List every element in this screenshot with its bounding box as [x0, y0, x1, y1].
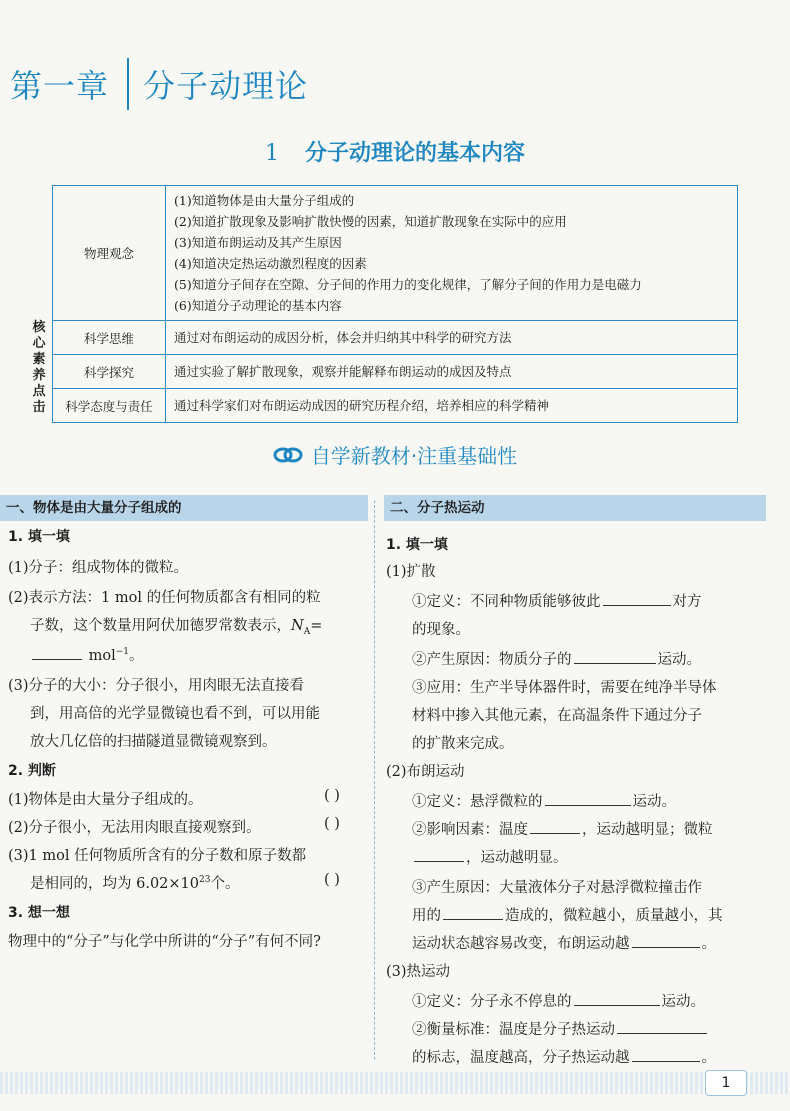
- row-content: [166, 389, 738, 423]
- item-text: [412, 904, 723, 925]
- list-item: 通过对布朗运动的成因分析，体会并归纳其中科学的研究方法: [174, 330, 512, 345]
- list-item: 通过实验了解扩散现象，观察并能解释布朗运动的成因及特点: [174, 364, 512, 379]
- answer-blank[interactable]: [32, 658, 82, 660]
- item-text: [30, 614, 322, 637]
- item-text-part: ②影响因素：温度: [412, 822, 528, 838]
- item-text-part: 。: [701, 1050, 716, 1066]
- list-item: (4)知道决定热运动激烈程度的因素: [174, 256, 367, 271]
- item-text-part: 对方: [672, 594, 702, 610]
- item-text-part: 运动状态越容易改变，布朗运动越: [412, 936, 630, 952]
- judge-item: (2)分子很小，无法用肉眼直接观察到。: [8, 820, 261, 836]
- exponent: 23: [199, 875, 211, 886]
- item-text: [412, 990, 705, 1011]
- chapter-title: 分子动理论: [143, 67, 309, 105]
- answer-blank[interactable]: [414, 860, 464, 862]
- double-ring-logo-icon: [273, 445, 303, 469]
- column-divider: [374, 500, 375, 1060]
- core-label-char: 心: [32, 336, 46, 351]
- list-item: (3)知道布朗运动及其产生原因: [174, 235, 342, 250]
- answer-blank[interactable]: [574, 662, 656, 664]
- item-text: 的扩散来完成。: [412, 736, 514, 752]
- item-text: [412, 790, 676, 811]
- item-text: (3)分子的大小：分子很小，用肉眼无法直接看: [8, 678, 305, 694]
- table-row: [53, 186, 738, 321]
- chapter-divider: [127, 58, 129, 110]
- judge-item: (1)物体是由大量分子组成的。: [8, 792, 203, 808]
- footer-band: [0, 1072, 790, 1094]
- list-item: (5)知道分子间存在空隙、分子间的作用力的变化规律，了解分子间的作用力是电磁力: [174, 277, 642, 292]
- page-number: 1: [705, 1070, 747, 1096]
- item-text-part: 个。: [210, 876, 240, 892]
- answer-paren[interactable]: ( ): [324, 788, 340, 804]
- item-text: [412, 648, 701, 669]
- list-item: 通过科学家们对布朗运动成因的研究历程介绍，培养相应的科学精神: [174, 398, 550, 413]
- item-text-part: 。: [701, 936, 716, 952]
- table-row: [53, 389, 738, 423]
- item-text: (2)表示方法：1 mol 的任何物质都含有相同的粒: [8, 590, 321, 606]
- item-text-part: ②衡量标准：温度是分子热运动: [412, 1022, 615, 1038]
- fill-title: 1. 填一填: [8, 529, 70, 545]
- answer-blank[interactable]: [443, 918, 503, 920]
- core-label-char: 素: [32, 352, 46, 367]
- item-text-part: 是相同的，均为 6.02×10: [30, 876, 199, 892]
- banner-text: 自学新教材·注重基础性: [310, 444, 518, 468]
- unit-exponent: −1: [115, 647, 130, 658]
- answer-blank[interactable]: [632, 1060, 700, 1062]
- item-text-part: ，运动越明显。: [466, 850, 568, 866]
- answer-blank[interactable]: [603, 604, 671, 606]
- judge-item: [30, 872, 239, 893]
- subsection-title: (2)布朗运动: [386, 764, 465, 780]
- item-text-part: 造成的，微粒越小，质量越小，其: [505, 908, 723, 924]
- item-text-part: ①定义：不同种物质能够彼此: [412, 594, 601, 610]
- think-title: 3. 想一想: [8, 905, 70, 921]
- item-text: [412, 846, 568, 867]
- answer-blank[interactable]: [617, 1032, 707, 1034]
- item-text: [30, 644, 144, 665]
- table-row: [53, 321, 738, 355]
- item-text: 到，用高倍的光学显微镜也看不到，可以用能: [30, 706, 320, 722]
- item-text-part: ②产生原因：物质分子的: [412, 652, 572, 668]
- core-label-char: 核: [32, 320, 46, 335]
- fill-title: 1. 填一填: [386, 537, 448, 553]
- subsection-title: (1)扩散: [386, 564, 436, 580]
- section-number: 1: [264, 141, 279, 166]
- subsection-title: (3)热运动: [386, 964, 451, 980]
- item-text-part: 运动。: [632, 794, 676, 810]
- list-item: (6)知道分子动理论的基本内容: [174, 298, 342, 313]
- row-content: [166, 186, 738, 321]
- row-label: 科学态度与责任: [53, 389, 166, 423]
- item-text-part: ①定义：分子永不停息的: [412, 994, 572, 1010]
- list-item: (1)知道物体是由大量分子组成的: [174, 193, 355, 208]
- item-text: (1)分子：组成物体的微粒。: [8, 560, 189, 576]
- row-label: 科学探究: [53, 355, 166, 389]
- item-text: 的现象。: [412, 622, 470, 638]
- left-section-header: 一、物体是由大量分子组成的: [0, 495, 368, 521]
- chapter-heading: [10, 58, 308, 110]
- item-text-part: 的标志，温度越高，分子热运动越: [412, 1050, 630, 1066]
- row-label: 科学思维: [53, 321, 166, 355]
- equals-sign: =: [310, 618, 323, 634]
- self-study-banner: [0, 440, 790, 469]
- answer-blank[interactable]: [530, 832, 580, 834]
- answer-blank[interactable]: [632, 946, 700, 948]
- item-text: [412, 932, 716, 953]
- item-text-part: ，运动越明显；微粒: [582, 822, 713, 838]
- answer-blank[interactable]: [574, 1004, 660, 1006]
- item-text-part: ①定义：悬浮微粒的: [412, 794, 543, 810]
- item-text: 材料中掺入其他元素，在高温条件下通过分子: [412, 708, 702, 724]
- core-label-char: 养: [32, 368, 46, 383]
- item-text: [412, 590, 702, 611]
- unit-text: mol: [88, 648, 116, 664]
- avogadro-symbol: N: [291, 618, 304, 634]
- item-text: 放大几亿倍的扫描隧道显微镜观察到。: [30, 734, 277, 750]
- row-content: [166, 321, 738, 355]
- row-label: 物理观念: [53, 186, 166, 321]
- avogadro-subscript: A: [303, 626, 311, 637]
- section-title: [0, 136, 790, 167]
- item-text: ③应用：生产半导体器件时，需要在纯净半导体: [412, 680, 717, 696]
- item-text: ③产生原因：大量液体分子对悬浮微粒撞击作: [412, 880, 702, 896]
- answer-blank[interactable]: [545, 804, 631, 806]
- judge-item: (3)1 mol 任何物质所含有的分子数和原子数都: [8, 848, 307, 864]
- answer-paren[interactable]: ( ): [324, 872, 340, 888]
- row-content: [166, 355, 738, 389]
- item-text: [412, 1046, 716, 1067]
- core-label-char: 点: [32, 384, 46, 399]
- core-literacy-label: [30, 320, 48, 416]
- item-text-part: 运动。: [661, 994, 705, 1010]
- core-literacy-table: [52, 185, 738, 423]
- item-text-part: 。: [129, 648, 144, 664]
- right-section-header: 二、分子热运动: [384, 495, 766, 521]
- answer-paren[interactable]: ( ): [324, 816, 340, 832]
- judge-title: 2. 判断: [8, 763, 56, 779]
- item-text-part: 运动。: [657, 652, 701, 668]
- core-label-char: 击: [32, 400, 46, 415]
- table-row: [53, 355, 738, 389]
- section-title-text: 分子动理论的基本内容: [304, 141, 525, 166]
- think-question: 物理中的“分子”与化学中所讲的“分子”有何不同?: [8, 934, 321, 950]
- list-item: (2)知道扩散现象及影响扩散快慢的因素，知道扩散现象在实际中的应用: [174, 214, 567, 229]
- item-text-part: 子数，这个数量用阿伏加德罗常数表示，: [30, 618, 291, 634]
- item-text-part: 用的: [412, 908, 441, 924]
- chapter-label: 第一章: [10, 67, 110, 105]
- item-text: [412, 818, 713, 839]
- item-text: [412, 1018, 709, 1039]
